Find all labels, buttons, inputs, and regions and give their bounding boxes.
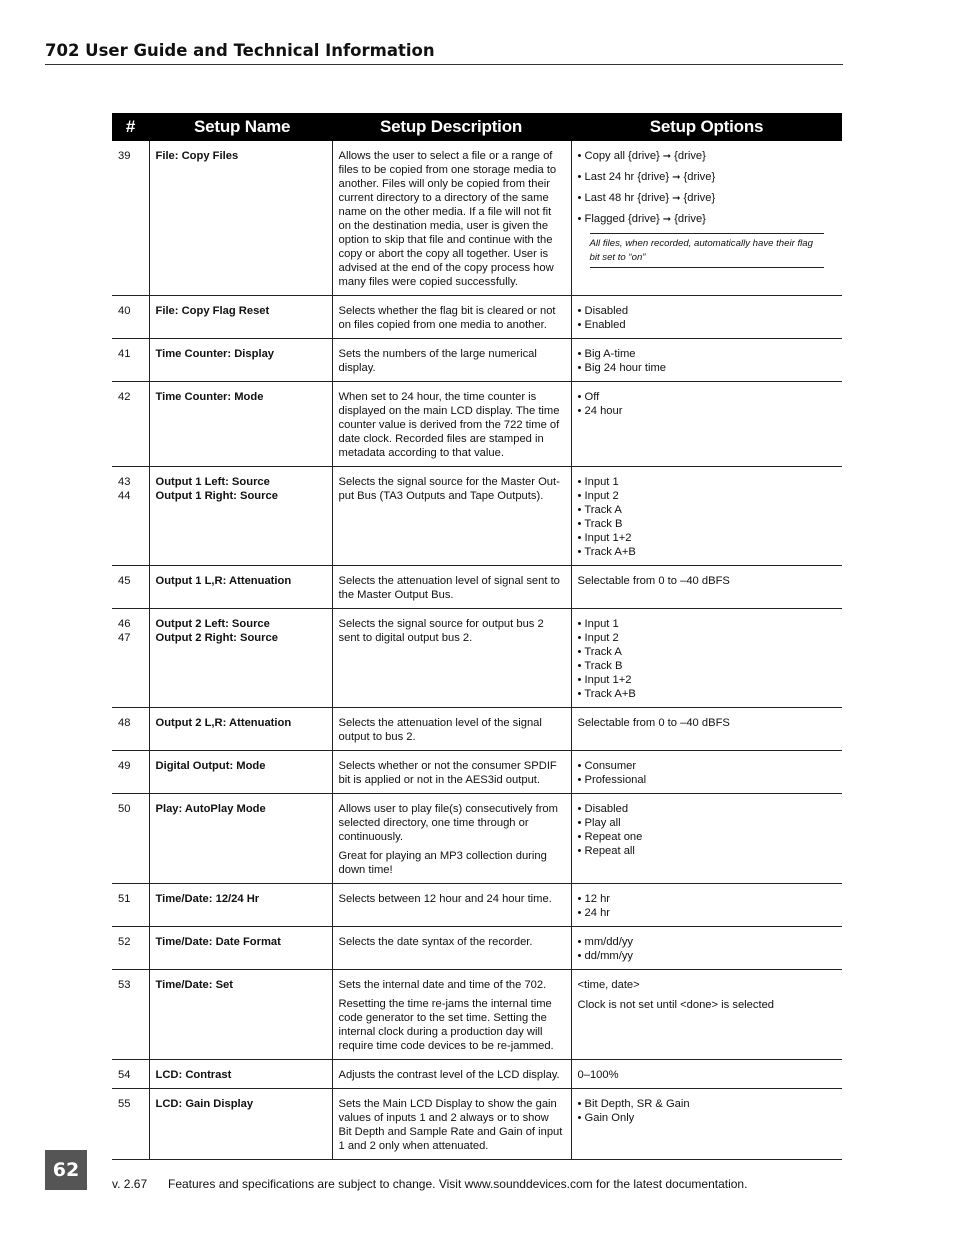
right-arrow-icon: ➞ — [672, 172, 681, 183]
option-item: • Big A-time — [577, 348, 636, 360]
setup-description: Selects the attenuation level of the signal output to bus 2. — [332, 708, 571, 751]
option-item: • Input 2 — [577, 490, 619, 502]
setup-options — [571, 794, 842, 884]
table-row — [112, 970, 842, 1060]
option-item: • Consumer — [577, 760, 637, 772]
table-row — [112, 794, 842, 884]
setup-number: 46 47 — [112, 609, 149, 708]
setup-name: Play: AutoPlay Mode — [149, 794, 332, 884]
setup-description: Selects between 12 hour and 24 hour time. — [332, 884, 571, 927]
option-item: • Last 48 hr {drive} ➞ {drive} — [577, 192, 716, 204]
option-item: • Play all — [577, 817, 621, 829]
setup-description: Sets the numbers of the large numerical display. — [332, 339, 571, 382]
setup-number: 45 — [112, 566, 149, 609]
footer-disclaimer: Features and specifications are subject to change. Visit www.sounddevices.com for the latest documentation. — [168, 1177, 748, 1191]
right-arrow-icon: ➞ — [662, 214, 672, 225]
table-row — [112, 884, 842, 927]
setup-name: Time/Date: Date Format — [149, 927, 332, 970]
option-item: Selectable from 0 to –40 dBFS — [577, 717, 730, 729]
setup-description: When set to 24 hour, the time counter is displayed on the main LCD display. The time counter value is derived from the 722 time of date clock. Recorded files are stamped in metadata according to that value. — [332, 382, 571, 467]
setup-options — [571, 609, 842, 708]
setup-name: Output 1 Left: Source Output 1 Right: Source — [149, 467, 332, 566]
setup-table — [112, 113, 842, 1160]
setup-description: Selects the date syntax of the recorder. — [332, 927, 571, 970]
setup-options — [571, 1089, 842, 1160]
table-row — [112, 927, 842, 970]
setup-number: 54 — [112, 1060, 149, 1089]
option-item: • Disabled — [577, 305, 629, 317]
setup-description: Selects whether the flag bit is cleared or not on files copied from one media to another. — [332, 296, 571, 339]
setup-description: Sets the Main LCD Display to show the gain values of inputs 1 and 2 always or to show Bit Depth and Sample Rate and Gain of input 1 and 2 only when attenuated. — [332, 1089, 571, 1160]
option-item: <time, date> — [577, 979, 640, 991]
option-item: • Track A+B — [577, 546, 636, 558]
table-row — [112, 751, 842, 794]
setup-description: Selects the attenuation level of signal sent to the Master Output Bus. — [332, 566, 571, 609]
option-item: • Track B — [577, 660, 623, 672]
option-item: • Input 2 — [577, 632, 619, 644]
setup-name: Time/Date: Set — [149, 970, 332, 1060]
setup-number: 43 44 — [112, 467, 149, 566]
option-item: 0–100% — [577, 1069, 619, 1081]
setup-options — [571, 751, 842, 794]
setup-name: Time Counter: Display — [149, 339, 332, 382]
option-item: • Last 24 hr {drive} ➞ {drive} — [577, 171, 716, 183]
setup-number: 53 — [112, 970, 149, 1060]
option-item: • Input 1 — [577, 476, 619, 488]
setup-options — [571, 339, 842, 382]
setup-name: Time/Date: 12/24 Hr — [149, 884, 332, 927]
setup-name: Output 2 L,R: Attenuation — [149, 708, 332, 751]
page-title: 702 User Guide and Technical Information — [45, 41, 435, 60]
setup-name: LCD: Gain Display — [149, 1089, 332, 1160]
page-footer — [112, 1177, 747, 1191]
option-item: • 24 hour — [577, 405, 623, 417]
option-item: • Track A — [577, 646, 622, 658]
setup-options — [571, 884, 842, 927]
option-item: • Repeat all — [577, 845, 635, 857]
option-item: • 12 hr — [577, 893, 611, 905]
column-header-setup-description: Setup Description — [332, 113, 571, 141]
page-header — [45, 40, 843, 65]
option-item: • Input 1+2 — [577, 532, 632, 544]
table-row — [112, 1060, 842, 1089]
option-item: • Track A — [577, 504, 622, 516]
table-row — [112, 339, 842, 382]
setup-name: LCD: Contrast — [149, 1060, 332, 1089]
option-note: All files, when recorded, automatically have their flag bit set to “on” — [590, 233, 825, 268]
column-header-setup-name: Setup Name — [149, 113, 332, 141]
setup-number: 49 — [112, 751, 149, 794]
column-header-setup-options: Setup Options — [571, 113, 842, 141]
table-header-row — [112, 113, 842, 141]
setup-options — [571, 382, 842, 467]
table-row — [112, 141, 842, 296]
option-item: • Input 1 — [577, 618, 619, 630]
setup-name: Time Counter: Mode — [149, 382, 332, 467]
option-item: • dd/mm/yy — [577, 950, 634, 962]
setup-description: Adjusts the contrast level of the LCD display. — [332, 1060, 571, 1089]
option-item: • Copy all {drive} ➞ {drive} — [577, 150, 706, 162]
setup-options — [571, 927, 842, 970]
setup-description: Selects the signal source for the Master Out-put Bus (TA3 Outputs and Tape Outputs). — [332, 467, 571, 566]
option-item: • Big 24 hour time — [577, 362, 666, 374]
table-row — [112, 467, 842, 566]
option-item: • Flagged {drive} ➞ {drive} — [577, 213, 706, 225]
option-item: • Track A+B — [577, 688, 636, 700]
setup-number: 55 — [112, 1089, 149, 1160]
setup-description: Allows the user to select a file or a range of files to be copied from one storage media to another. Files will only be copied from their current directory to a directory of the same name on the other media. If a file will not fit on the destination media, user is given the option to skip that file and continue with the copy or abort the copy all together. User is advised at the end of the copy process how many files were copied successfully. — [332, 141, 571, 296]
setup-options — [571, 296, 842, 339]
setup-name: Output 2 Left: Source Output 2 Right: Source — [149, 609, 332, 708]
table-row — [112, 566, 842, 609]
table-row — [112, 296, 842, 339]
setup-number: 48 — [112, 708, 149, 751]
option-item: • 24 hr — [577, 907, 611, 919]
setup-name: File: Copy Flag Reset — [149, 296, 332, 339]
option-item: • Bit Depth, SR & Gain — [577, 1098, 690, 1110]
option-item: • Gain Only — [577, 1112, 635, 1124]
setup-number: 42 — [112, 382, 149, 467]
option-item: • Enabled — [577, 319, 626, 331]
setup-options — [571, 970, 842, 1060]
table-row — [112, 382, 842, 467]
table-row — [112, 708, 842, 751]
table-row — [112, 609, 842, 708]
setup-name: Digital Output: Mode — [149, 751, 332, 794]
version-label: v. 2.67 — [112, 1177, 148, 1191]
option-item: • Input 1+2 — [577, 674, 632, 686]
page-number: 62 — [45, 1150, 87, 1190]
setup-options — [571, 467, 842, 566]
option-item: • Professional — [577, 774, 647, 786]
option-item: Selectable from 0 to –40 dBFS — [577, 575, 730, 587]
setup-number: 51 — [112, 884, 149, 927]
setup-number: 50 — [112, 794, 149, 884]
setup-number: 40 — [112, 296, 149, 339]
option-item: Clock is not set until <done> is selected — [577, 999, 775, 1011]
right-arrow-icon: ➞ — [672, 193, 681, 204]
right-arrow-icon: ➞ — [662, 151, 672, 162]
setup-description: Allows user to play file(s) consecutively from selected directory, one time through or continuously. Great for playing an MP3 collection during down time! — [332, 794, 571, 884]
option-item: • Disabled — [577, 803, 629, 815]
setup-description: Selects whether or not the consumer SPDIF bit is applied or not in the AES3id output. — [332, 751, 571, 794]
column-header-number: # — [112, 113, 149, 141]
option-item: • Track B — [577, 518, 623, 530]
option-item: • Off — [577, 391, 600, 403]
table-row — [112, 1089, 842, 1160]
option-item: • Repeat one — [577, 831, 643, 843]
setup-description: Selects the signal source for output bus 2 sent to digital output bus 2. — [332, 609, 571, 708]
setup-options — [571, 1060, 842, 1089]
setup-number: 52 — [112, 927, 149, 970]
setup-number: 41 — [112, 339, 149, 382]
setup-name: File: Copy Files — [149, 141, 332, 296]
setup-options — [571, 141, 842, 296]
setup-number: 39 — [112, 141, 149, 296]
option-item: • mm/dd/yy — [577, 936, 634, 948]
setup-description: Sets the internal date and time of the 702. Resetting the time re-jams the internal time code generator to the set time. Setting the internal clock during a production day will require time code devices to be re-jammed. — [332, 970, 571, 1060]
setup-options — [571, 566, 842, 609]
setup-name: Output 1 L,R: Attenuation — [149, 566, 332, 609]
setup-options — [571, 708, 842, 751]
